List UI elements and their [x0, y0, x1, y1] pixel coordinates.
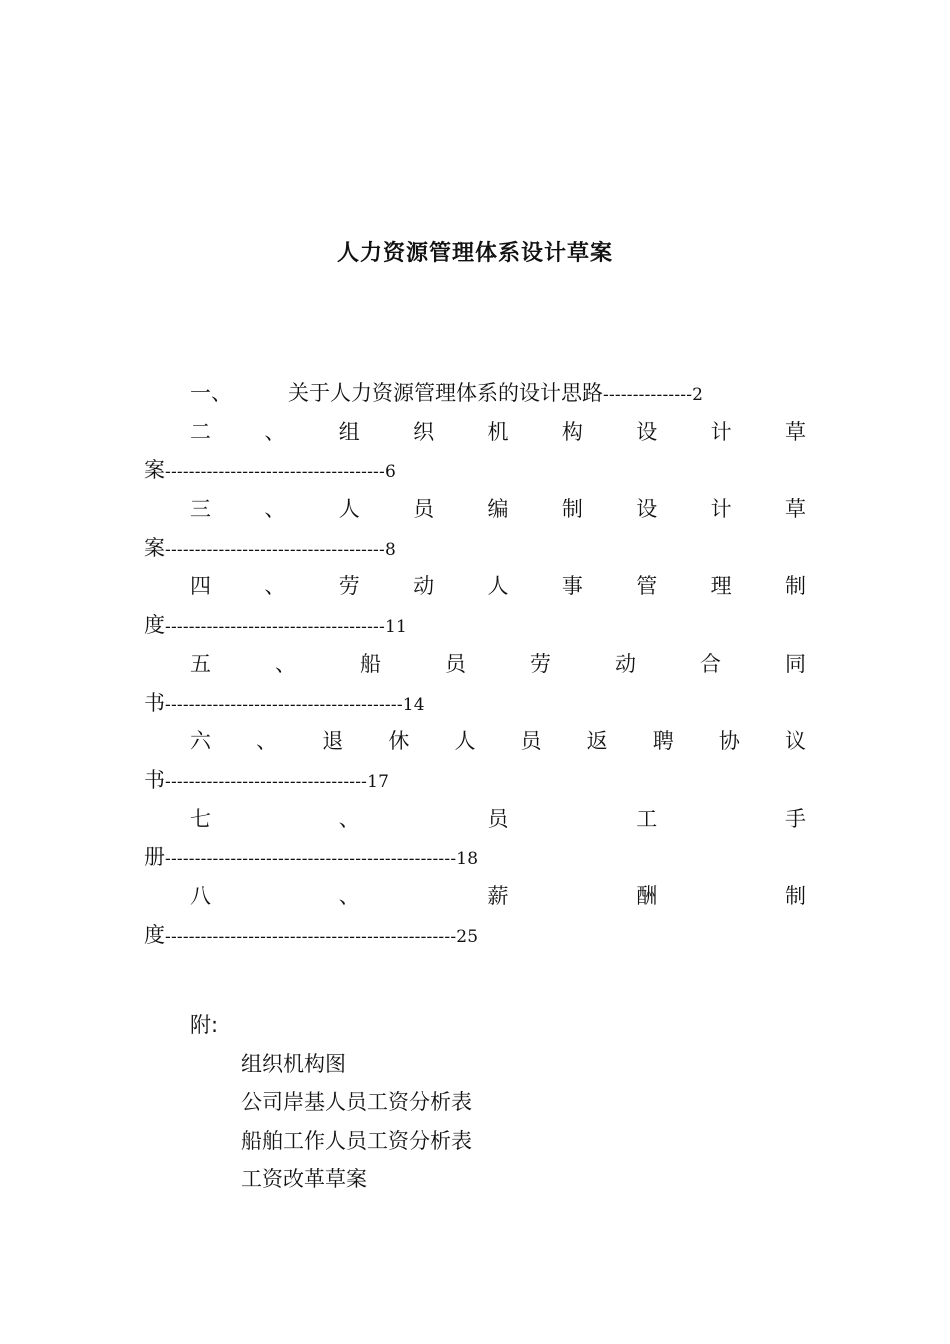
toc-char: 机 — [487, 419, 509, 444]
toc-char: 员 — [413, 497, 435, 522]
toc-char: 管 — [636, 574, 658, 599]
toc-leader-dots: ---------------------------------------- — [165, 694, 403, 715]
toc-entry-7-continuation[interactable] — [144, 838, 806, 877]
attachment-item[interactable]: 组织机构图 — [241, 1051, 346, 1076]
toc-char: 七 — [190, 806, 211, 831]
toc-entry-4[interactable] — [144, 567, 806, 606]
toc-char: 人 — [338, 497, 360, 522]
attachments-section — [190, 1006, 472, 1199]
attachment-item[interactable]: 工资改革草案 — [241, 1167, 367, 1191]
toc-char: 计 — [710, 497, 732, 522]
document-title: 人力资源管理体系设计草案 — [336, 241, 613, 266]
toc-char: 草 — [785, 497, 806, 522]
toc-page-number: 25 — [456, 926, 479, 947]
toc-char: 书 — [144, 690, 165, 715]
attachments-list — [190, 1045, 472, 1199]
toc-char: 、 — [338, 806, 360, 831]
toc-char: 计 — [710, 419, 732, 444]
toc-entry-8[interactable] — [144, 877, 806, 916]
toc-char: 协 — [718, 729, 740, 754]
toc-leader-dots: ------------------------------------------------- — [165, 926, 457, 947]
toc-entry-2-continuation[interactable] — [144, 451, 806, 490]
toc-char: 动 — [615, 651, 636, 676]
toc-char: 理 — [710, 574, 732, 599]
toc-char: 构 — [561, 419, 583, 444]
toc-char: 返 — [586, 729, 608, 754]
toc-leader-dots: ------------------------------------- — [165, 617, 385, 638]
toc-char: 度 — [144, 922, 165, 947]
toc-char: 船 — [360, 651, 381, 676]
toc-page-number: 14 — [402, 694, 425, 715]
toc-entry-8-continuation[interactable] — [144, 916, 806, 955]
toc-char: 制 — [561, 497, 583, 522]
toc-leader-dots: ------------------------------------- — [165, 462, 385, 483]
toc-char: 人 — [454, 729, 476, 754]
toc-char: 二 — [190, 419, 211, 444]
toc-leader-dots: --------------- — [603, 385, 693, 405]
toc-page-number: 2 — [692, 385, 704, 405]
toc-char: 书 — [144, 767, 165, 792]
toc-char: 工 — [636, 806, 658, 831]
toc-entry-2[interactable] — [144, 413, 806, 452]
toc-char: 、 — [275, 651, 296, 676]
toc-char: 劳 — [338, 574, 360, 599]
toc-leader-dots: ------------------------------------- — [165, 539, 385, 560]
toc-char: 六 — [190, 729, 211, 754]
toc-entry-5-continuation[interactable] — [144, 684, 806, 723]
toc-char: 退 — [322, 729, 344, 754]
toc-char: 三 — [190, 497, 211, 522]
attachment-item[interactable]: 船舶工作人员工资分析表 — [241, 1128, 472, 1153]
toc-char: 员 — [487, 806, 509, 831]
table-of-contents — [144, 374, 806, 954]
toc-leader-dots: ------------------------------------------------- — [165, 849, 457, 870]
attachment-item[interactable]: 公司岸基人员工资分析表 — [241, 1090, 472, 1114]
toc-char: 事 — [561, 574, 583, 599]
toc-char: 员 — [520, 729, 542, 754]
toc-entry-6-continuation[interactable] — [144, 761, 806, 800]
toc-char: 薪 — [487, 883, 509, 908]
toc-char: 组 — [338, 419, 360, 444]
toc-char: 合 — [700, 651, 721, 676]
toc-char: 度 — [144, 613, 165, 638]
toc-page-number: 6 — [384, 462, 396, 483]
toc-entry-1[interactable] — [144, 374, 806, 413]
toc-char: 设 — [636, 497, 658, 522]
toc-char: 制 — [785, 574, 806, 599]
toc-char: 织 — [413, 419, 435, 444]
toc-char: 酬 — [636, 883, 658, 908]
toc-char: 五 — [190, 651, 211, 676]
toc-char: 手 — [785, 806, 806, 831]
toc-char: 、 — [338, 883, 360, 908]
toc-char: 八 — [190, 883, 211, 908]
toc-entry-4-continuation[interactable] — [144, 606, 806, 645]
toc-char: 案 — [144, 535, 165, 560]
toc-char: 设 — [636, 419, 658, 444]
toc-char: 、 — [264, 574, 286, 599]
toc-entry-3-continuation[interactable] — [144, 529, 806, 568]
toc-entry-5[interactable] — [144, 645, 806, 684]
toc-char: 人 — [487, 574, 509, 599]
toc-char: 编 — [487, 497, 509, 522]
toc-char: 四 — [190, 574, 211, 599]
toc-entry-text: 关于人力资源管理体系的设计思路 — [288, 381, 603, 405]
toc-char: 劳 — [530, 651, 551, 676]
toc-entry-6[interactable] — [144, 722, 806, 761]
toc-char: 、 — [264, 497, 286, 522]
toc-page-number: 17 — [367, 771, 390, 792]
toc-char: 草 — [785, 419, 806, 444]
toc-char: 动 — [413, 574, 435, 599]
toc-char: 员 — [445, 651, 466, 676]
toc-page-number: 11 — [384, 617, 407, 638]
toc-char: 案 — [144, 458, 165, 483]
toc-char: 、 — [256, 729, 278, 754]
toc-page-number: 8 — [384, 539, 396, 560]
toc-char: 休 — [388, 729, 410, 754]
toc-page-number: 18 — [456, 849, 479, 870]
toc-entry-7[interactable] — [144, 800, 806, 839]
toc-char: 同 — [785, 651, 806, 676]
toc-entry-number: 一、 — [190, 381, 232, 405]
toc-char: 聘 — [652, 729, 674, 754]
toc-char: 、 — [264, 419, 286, 444]
toc-char: 册 — [144, 845, 165, 870]
attachments-label: 附: — [190, 1013, 219, 1037]
toc-leader-dots: ---------------------------------- — [165, 771, 368, 792]
toc-char: 议 — [784, 729, 806, 754]
toc-entry-3[interactable] — [144, 490, 806, 529]
toc-char: 制 — [785, 883, 806, 908]
